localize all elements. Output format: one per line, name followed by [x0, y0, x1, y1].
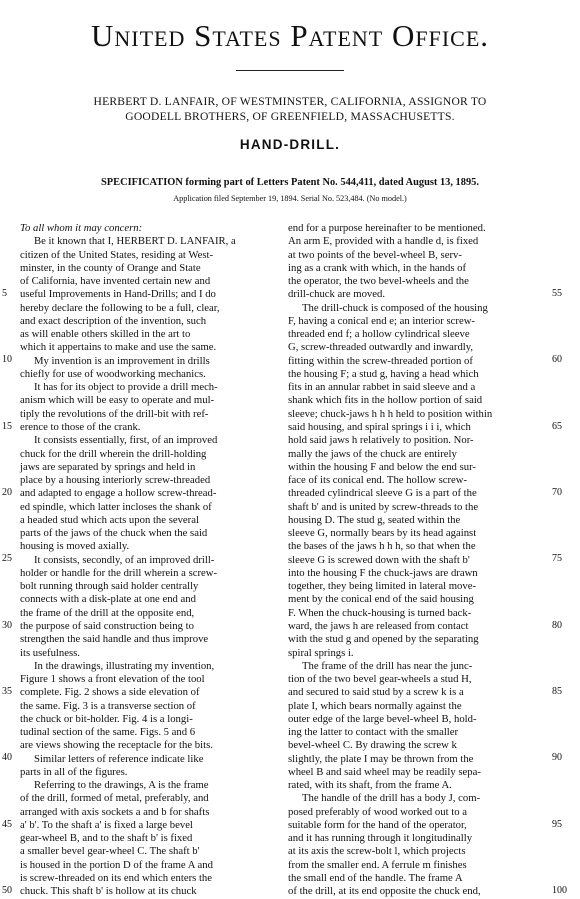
text-line: The drill-chuck is composed of the housing [302, 301, 488, 314]
text-line: a' b'. To the shaft a' is fixed a large bevel [20, 818, 193, 831]
text-line: slightly, the plate I may be thrown from the [288, 752, 474, 765]
text-line: ward, the jaws h are released from contact [288, 619, 469, 632]
text-line: the housing F; a stud g, having a head which [288, 367, 479, 380]
text-line: the purpose of said construction being to [20, 619, 194, 632]
text-line: It consists, secondly, of an improved drill- [34, 553, 215, 566]
text-line: gear-wheel B, and to the shaft b' is fixed [20, 832, 193, 845]
text-line: spiral springs i. [288, 646, 354, 659]
text-line: with the stud g and opened by the separating [288, 633, 479, 646]
left-text-column [20, 222, 272, 899]
line-number: 90 [552, 752, 562, 764]
text-line: of the drill, formed of metal, preferably, and [20, 792, 209, 805]
text-line: ed spindle, which latter incloses the shank of [20, 500, 212, 513]
line-number: 60 [552, 354, 562, 366]
text-line: G, screw-threaded outwardly and inwardly, [288, 341, 474, 354]
text-line: as will enable others skilled in the art to [20, 328, 191, 341]
text-line: housing is moved axially. [20, 540, 130, 553]
line-number: 65 [552, 420, 562, 432]
right-text-column [288, 222, 540, 899]
line-number: 80 [552, 619, 562, 631]
line-number: 20 [2, 486, 12, 498]
line-number: 50 [2, 885, 12, 896]
text-line: strengthen the said handle and thus improve [20, 633, 209, 646]
text-line: wheel B and said wheel may be readily sepa- [288, 765, 481, 778]
text-line: and secured to said stud by a screw k is a [288, 686, 464, 699]
line-number: 100 [552, 885, 567, 896]
text-line: The handle of the drill has a body J, com- [302, 792, 481, 805]
text-line: drill-chuck are moved. [288, 288, 386, 301]
text-line: into the housing F the chuck-jaws are drawn [288, 566, 478, 579]
text-line: and exact description of the invention, such [20, 314, 207, 327]
text-line: from the smaller end. A ferrule m finishes [288, 858, 467, 871]
text-line: chuck for the drill wherein the drill-holding [20, 447, 207, 460]
text-line: Similar letters of reference indicate like [34, 752, 204, 765]
text-line: and it has running through it longitudinally [288, 832, 473, 845]
text-line: which it appertains to make and use the same. [20, 341, 217, 354]
line-number: 75 [552, 553, 562, 565]
text-line: sleeve G is screwed down with the shaft b' [288, 553, 470, 566]
line-number: 85 [552, 685, 562, 697]
text-line: posed preferably of wood worked out to a [288, 805, 467, 818]
text-line: shaft b' and is united by screw-threads to the [288, 500, 479, 513]
text-line: at its axis the screw-bolt l, which projects [288, 845, 466, 858]
text-line: ment by the conical end of the said housing [288, 593, 474, 606]
text-line: said housing, and spiral springs i i i, which [288, 420, 471, 433]
text-line: and adapted to engage a hollow screw-thread- [20, 487, 217, 500]
text-line: the operator, the two bevel-wheels and the [288, 275, 469, 288]
text-line: To all whom it may concern: [20, 222, 143, 234]
specification-line [0, 177, 580, 188]
inventor-block [40, 94, 540, 124]
line-number: 55 [552, 287, 562, 299]
line-number: 40 [2, 752, 12, 764]
text-line: useful Improvements in Hand-Drills; and I do [20, 288, 216, 301]
text-line: at two points of the bevel-wheel B, serv- [288, 248, 462, 261]
text-line: F, having a conical end e; an interior screw- [288, 314, 475, 327]
text-line: Referring to the drawings, A is the frame [34, 779, 209, 792]
invention-title: HAND-DRILL. [239, 137, 341, 152]
text-line: fitting within the screw-threaded portion of [288, 354, 473, 367]
text-line: fits in an annular rabbet in said sleeve and a [288, 381, 476, 394]
text-line: a headed stud which acts upon the several [20, 513, 199, 526]
text-line: is housed in the portion D of the frame A and [20, 858, 213, 871]
text-line: the same. Fig. 3 is a transverse section of [20, 699, 196, 712]
inventor-line-1: HERBERT D. LANFAIR, OF WESTMINSTER, CALIFORNIA, ASSIGNOR TO [93, 95, 487, 108]
text-line: outer edge of the large bevel-wheel B, hold- [288, 712, 477, 725]
text-line: of California, have invented certain new and [20, 275, 211, 288]
text-line: F. When the chuck-housing is turned back- [288, 606, 472, 619]
text-line: ing the latter to contact with the smaller [288, 726, 459, 739]
application-line: Application filed September 19, 1894. Serial No. 523,484. (No model.) [173, 194, 407, 203]
text-line: My invention is an improvement in drills [34, 354, 210, 367]
text-line: An arm E, provided with a handle d, is fixed [288, 235, 479, 248]
text-line: hold said jaws h relatively to position. Nor- [288, 434, 474, 447]
text-line: parts in all of the figures. [20, 765, 128, 778]
text-line: complete. Fig. 2 shows a side elevation of [20, 686, 200, 699]
text-line: mally the jaws of the chuck are entirely [288, 447, 457, 460]
text-line: the frame of the drill at the opposite end, [20, 606, 195, 619]
text-line: plate I, which bears normally against the [288, 699, 462, 712]
text-line: suitable form for the hand of the operator, [288, 818, 467, 831]
line-number: 25 [2, 553, 12, 565]
patent-office-title: United States Patent Office. [90, 18, 490, 53]
text-line: threaded end f; a hollow cylindrical sleeve [288, 328, 470, 341]
text-line: jaws are separated by springs and held in [20, 460, 196, 473]
text-line: together, they being limited in lateral move- [288, 580, 477, 593]
text-line: the bases of the jaws h h h, so that when the [288, 540, 476, 553]
text-line: its usefulness. [20, 646, 80, 659]
text-line: tudinal section of the same. Figs. 5 and 6 [20, 726, 196, 739]
inventor-line-2: GOODELL BROTHERS, OF GREENFIELD, MASSACHUSETTS. [125, 110, 455, 123]
text-line: place by a housing interiorly screw-threaded [20, 474, 211, 487]
text-line: holder or handle for the drill wherein a screw- [20, 566, 218, 579]
text-line: parts of the jaws of the chuck when the said [20, 527, 208, 540]
text-line: bolt running through said holder centrally [20, 580, 199, 593]
line-number: 30 [2, 619, 12, 631]
text-line: the small end of the handle. The frame A [288, 872, 463, 885]
text-line: shank which fits in the hollow portion of said [288, 394, 483, 407]
text-line: rated, with its shaft, from the frame A. [288, 779, 452, 792]
text-line: connects with a disk-plate at one end and [20, 593, 196, 606]
text-line: The frame of the drill has near the junc- [302, 659, 473, 672]
text-line: are views showing the receptacle for the bits. [20, 739, 213, 752]
text-line: Figure 1 shows a front elevation of the tool [20, 673, 205, 686]
text-line: housing D. The stud g, seated within the [288, 513, 461, 526]
specification-label: SPECIFICATION [101, 177, 183, 188]
text-line: within the housing F and below the end sur- [288, 460, 476, 473]
text-line: ing as a crank with which, in the hands of [288, 261, 467, 274]
text-line: chiefly for use of woodworking mechanics. [20, 367, 206, 380]
line-number: 35 [2, 685, 12, 697]
text-line: minster, in the county of Orange and State [20, 261, 201, 274]
specification-details: forming part of Letters Patent No. 544,411, dated August 13, 1895. [182, 177, 479, 188]
line-number: 95 [552, 818, 562, 830]
text-line: the chuck or bit-holder. Fig. 4 is a longi- [20, 712, 193, 725]
text-line: sleeve G, normally bears by its head against [288, 527, 477, 540]
text-line: It has for its object to provide a drill mech- [34, 381, 218, 394]
text-line: hereby declare the following to be a full, clear, [20, 301, 220, 314]
text-line: end for a purpose hereinafter to be mentioned. [288, 222, 486, 234]
text-line: face of its conical end. The hollow screw- [288, 474, 468, 487]
text-line: bevel-wheel C. By drawing the screw k [288, 739, 457, 752]
line-number: 70 [552, 486, 562, 498]
text-line: a smaller bevel gear-wheel C. The shaft b' [20, 845, 200, 858]
text-line: Be it known that I, HERBERT D. LANFAIR, a [34, 235, 236, 248]
line-number: 15 [2, 420, 12, 432]
line-number: 5 [2, 287, 7, 299]
text-line: It consists essentially, first, of an improved [34, 434, 218, 447]
line-number: 10 [2, 354, 12, 366]
text-line: of the drill, at its end opposite the chuck end, [288, 885, 481, 898]
text-line: tiply the revolutions of the drill-bit with ref- [20, 407, 209, 420]
text-line: sleeve; chuck-jaws h h h held to position within [288, 407, 493, 420]
line-number: 45 [2, 818, 12, 830]
text-line: chuck. This shaft b' is hollow at its chuck [20, 885, 197, 898]
text-line: threaded cylindrical sleeve G is a part of the [288, 487, 477, 500]
text-line: In the drawings, illustrating my invention, [34, 659, 215, 672]
text-line: tion of the two bevel gear-wheels a stud H, [288, 673, 472, 686]
text-line: citizen of the United States, residing at West- [20, 248, 214, 261]
text-line: arranged with axis sockets a and b for shafts [20, 805, 210, 818]
text-line: is screw-threaded on its end which enters the [20, 872, 213, 885]
title-divider [236, 70, 344, 71]
text-line: anism which will be easy to operate and mul- [20, 394, 215, 407]
text-line: erence to those of the crank. [20, 420, 141, 433]
